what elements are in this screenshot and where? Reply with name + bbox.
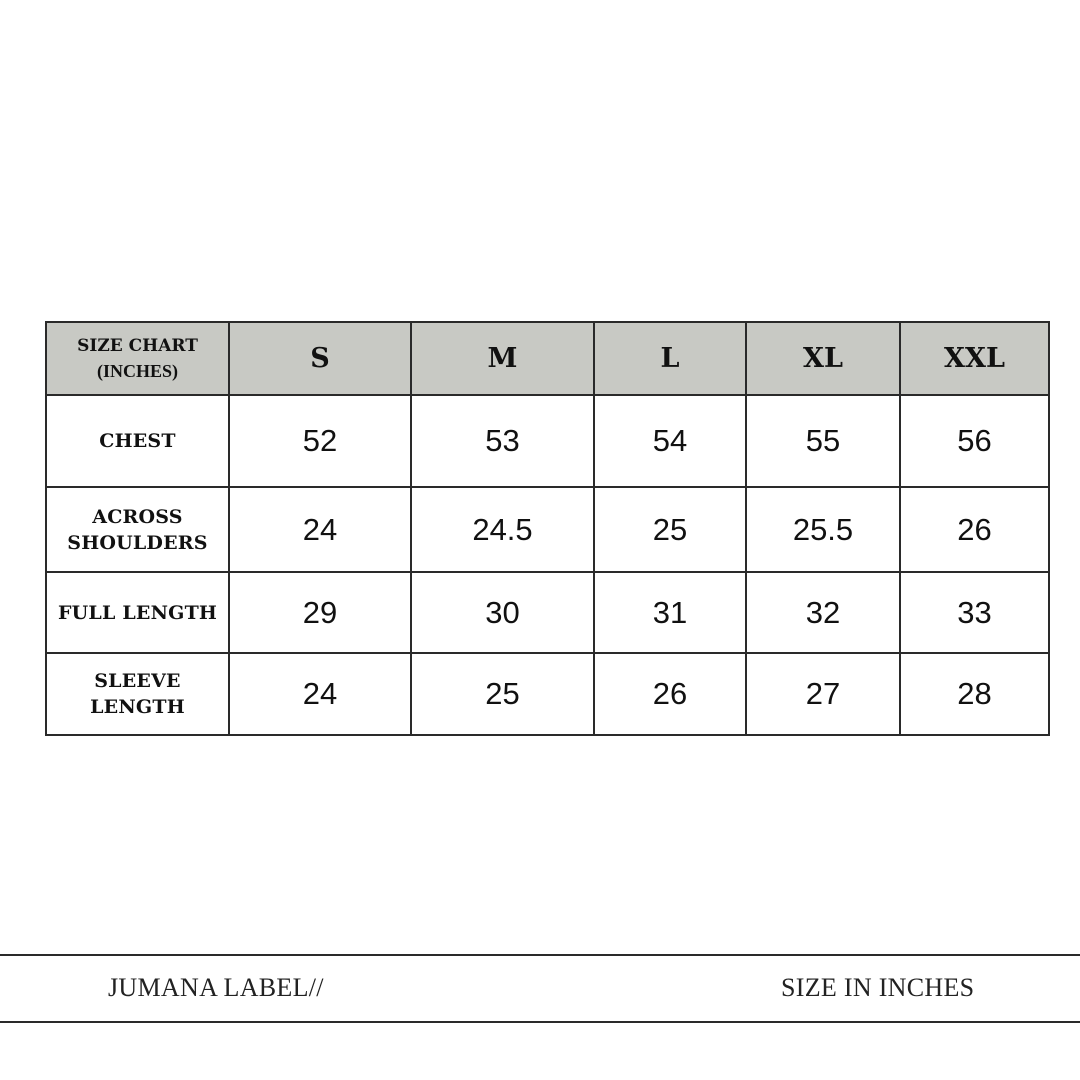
table-cell: 24 — [229, 487, 411, 572]
table-cell: 25 — [411, 653, 594, 735]
footer-brand: JUMANA LABEL// — [108, 973, 324, 1002]
table-cell: 54 — [594, 395, 746, 487]
size-chart-unit: (INCHES) — [96, 360, 178, 381]
row-label-across-shoulders — [46, 487, 229, 572]
row-label-line: LENGTH — [90, 696, 185, 718]
table-cell: 24.5 — [411, 487, 594, 572]
row-label-full-length — [46, 572, 229, 653]
table-cell: 28 — [900, 653, 1049, 735]
size-chart-title: SIZE CHART — [77, 335, 198, 356]
table-cell: 25 — [594, 487, 746, 572]
footer-top-divider — [0, 954, 1080, 956]
table-cell: 52 — [229, 395, 411, 487]
size-header-row — [46, 322, 1049, 395]
table-cell: 32 — [746, 572, 900, 653]
table-cell: 27 — [746, 653, 900, 735]
size-chart-table — [45, 321, 1050, 736]
table-cell: 29 — [229, 572, 411, 653]
row-label-line: CHEST — [99, 430, 176, 452]
row-label-line: SLEEVE — [94, 670, 181, 692]
size-header-s: S — [229, 322, 411, 395]
table-cell: 30 — [411, 572, 594, 653]
table-cell: 31 — [594, 572, 746, 653]
table-row-across-shoulders — [46, 487, 1049, 572]
table-cell: 26 — [594, 653, 746, 735]
table-row-chest — [46, 395, 1049, 487]
size-header-xl: XL — [746, 322, 900, 395]
table-cell: 56 — [900, 395, 1049, 487]
table-row-sleeve-length — [46, 653, 1049, 735]
row-label-line: FULL LENGTH — [57, 601, 218, 624]
table-cell: 26 — [900, 487, 1049, 572]
table-cell: 53 — [411, 395, 594, 487]
size-header-m: M — [411, 322, 594, 395]
row-label-line: SHOULDERS — [67, 531, 208, 554]
footer-size-note: SIZE IN INCHES — [781, 973, 975, 1002]
table-row-full-length — [46, 572, 1049, 653]
table-cell: 25.5 — [746, 487, 900, 572]
size-header-xxl: XXL — [900, 322, 1049, 395]
row-label-line: ACROSS — [92, 505, 183, 528]
row-label-chest — [46, 395, 229, 487]
footer-bottom-divider — [0, 1021, 1080, 1023]
row-label-sleeve-length — [46, 653, 229, 735]
corner-header-cell — [46, 322, 229, 395]
table-cell: 24 — [229, 653, 411, 735]
size-header-l: L — [594, 322, 746, 395]
table-cell: 33 — [900, 572, 1049, 653]
table-cell: 55 — [746, 395, 900, 487]
